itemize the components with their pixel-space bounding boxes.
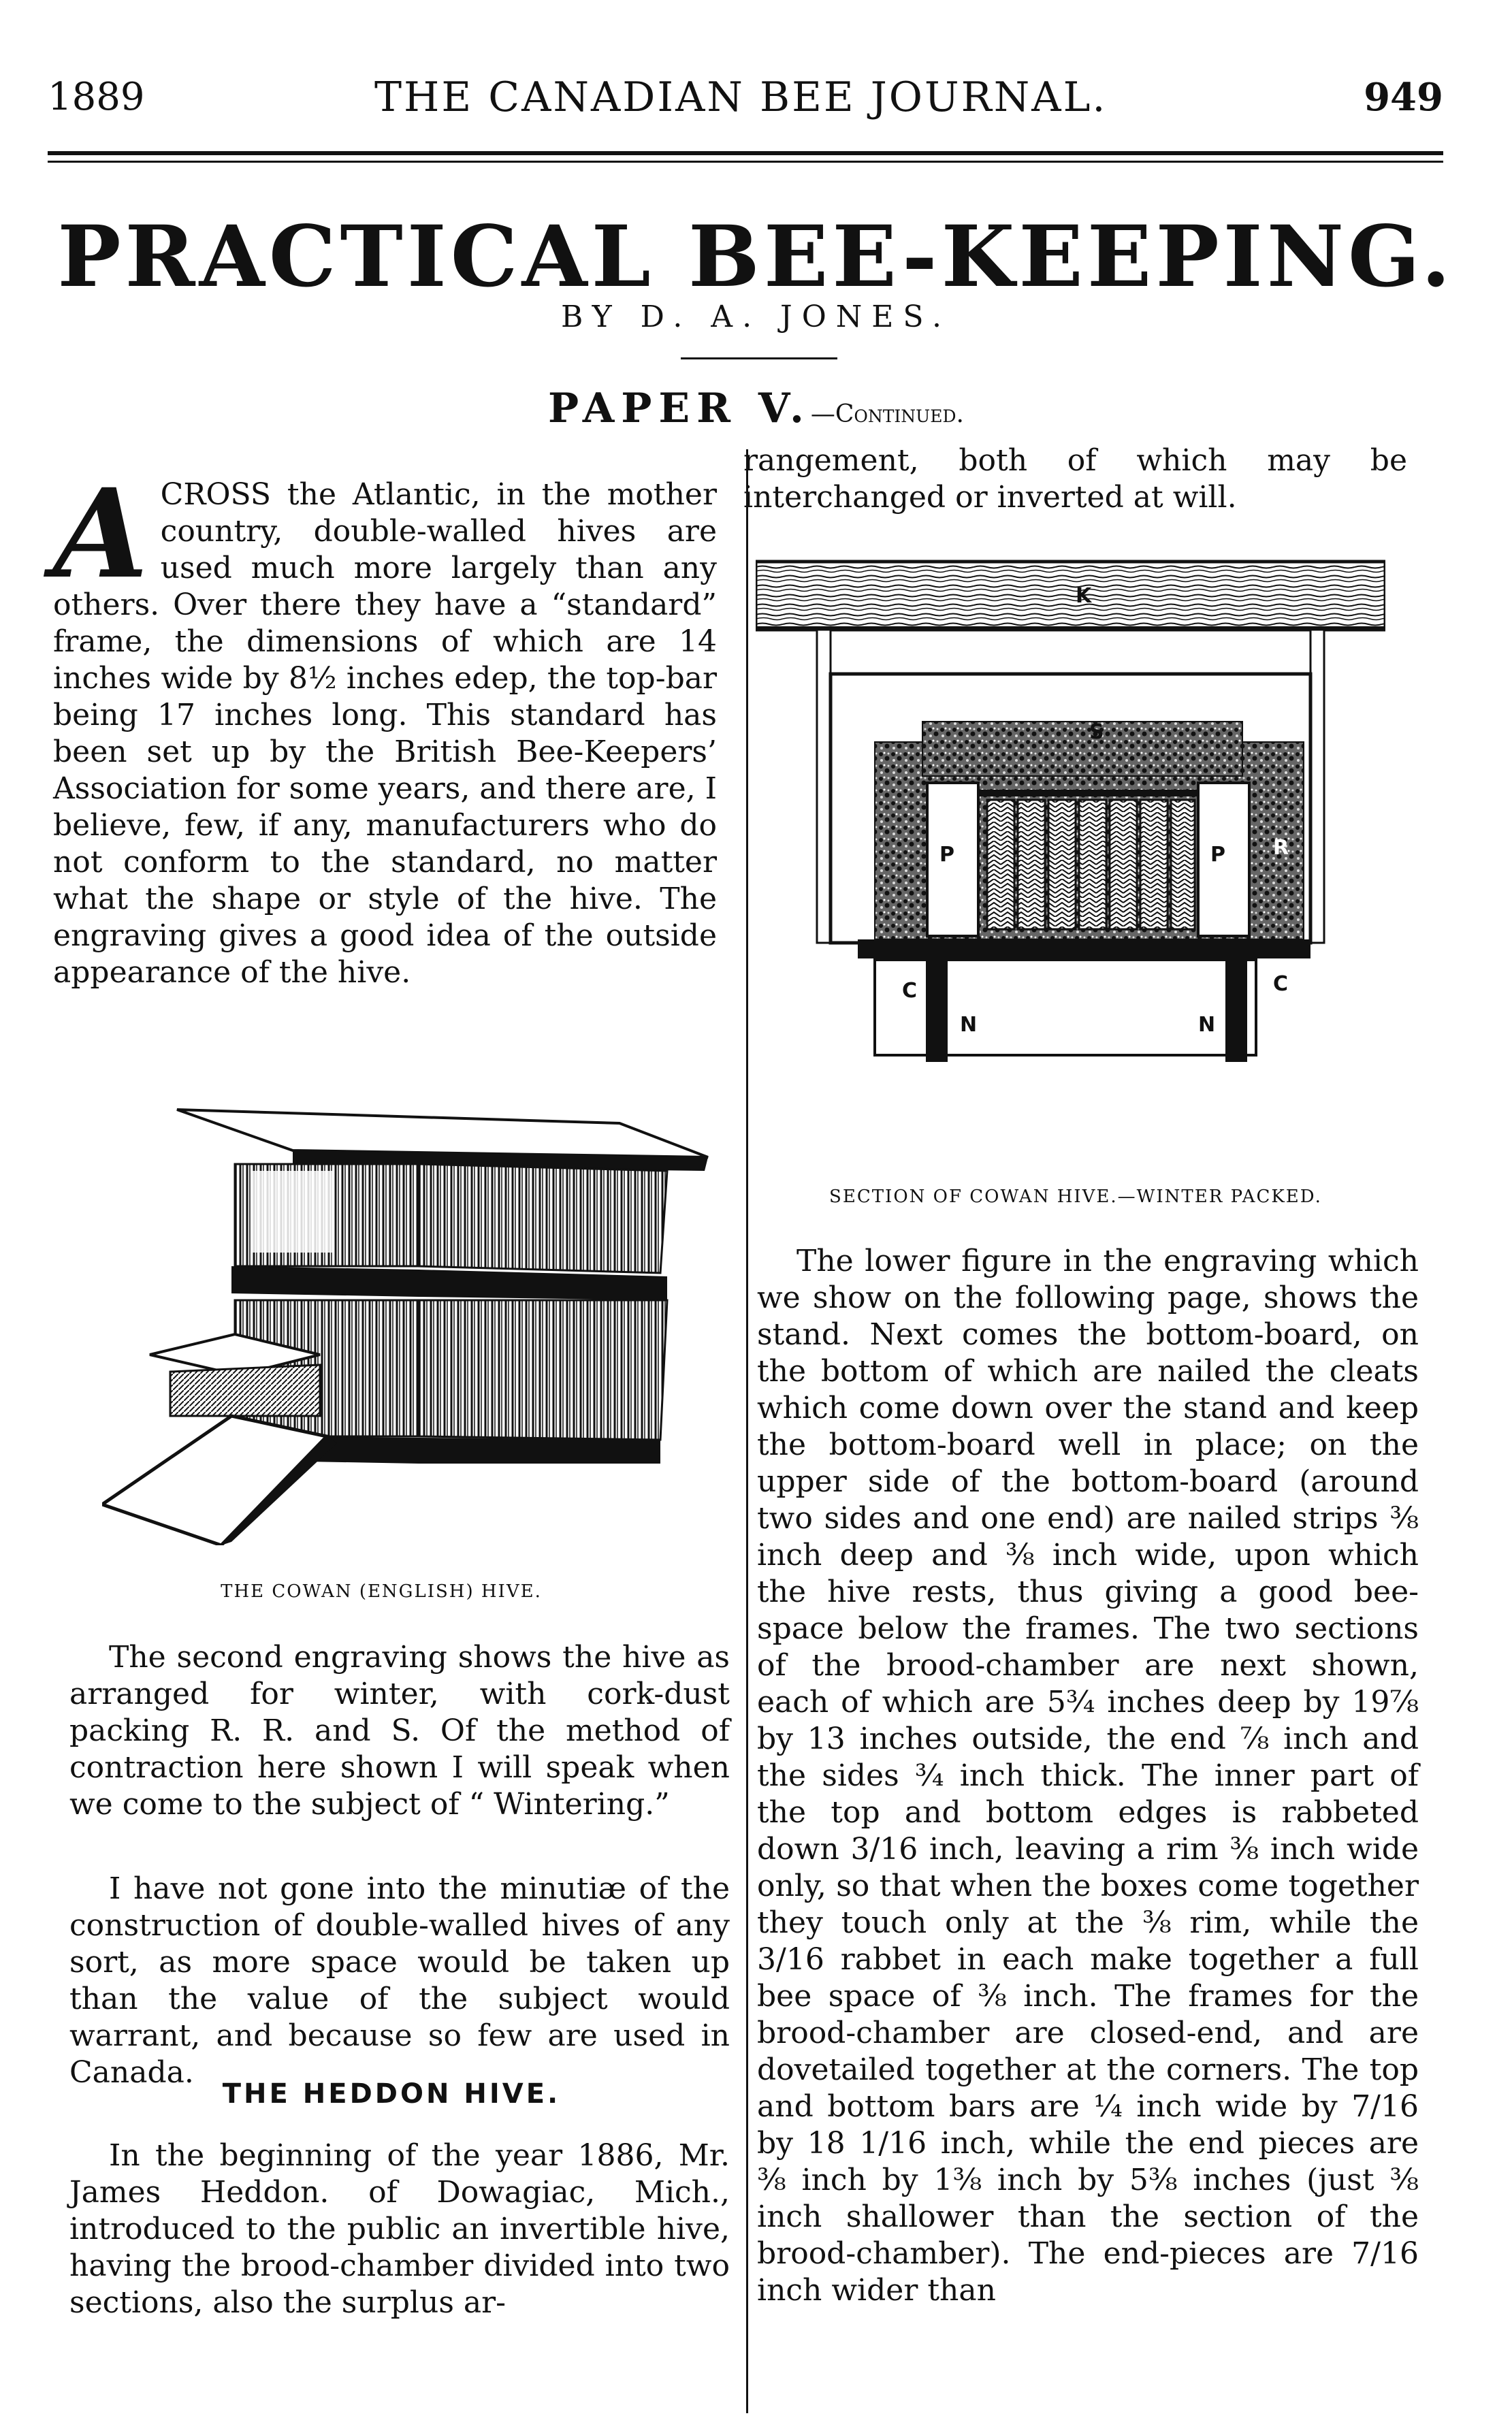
left-paragraph-1 <box>53 462 717 991</box>
label-c-left: C <box>902 979 918 1003</box>
left-paragraph-4 <box>69 2138 730 2321</box>
cowan-hive-illustration <box>102 1096 715 1545</box>
paper-number: PAPER V. <box>547 385 811 432</box>
label-c-right: C <box>1273 972 1289 996</box>
left-paragraph-2 <box>69 1639 730 1823</box>
byline-rule <box>681 357 837 359</box>
label-p-left: P <box>939 843 954 867</box>
right-p1-text: rangement, both of which may be interchanged or inverted at will. <box>743 443 1407 515</box>
left-paragraph-3 <box>69 1871 730 2091</box>
right-paragraph-1 <box>743 442 1407 516</box>
paper-heading <box>0 385 1512 432</box>
header-year: 1889 <box>48 75 145 119</box>
label-s: S <box>1089 720 1104 744</box>
header-rule-thin <box>48 161 1443 163</box>
article-byline: BY D. A. JONES. <box>561 300 951 334</box>
right-paragraph-2 <box>757 1243 1419 2309</box>
label-p-right: P <box>1210 843 1225 867</box>
paper-continued: —Continued. <box>810 400 964 428</box>
label-n-right: N <box>1198 1013 1216 1037</box>
figure-2-caption: SECTION OF COWAN HIVE.—WINTER PACKED. <box>829 1187 1322 1207</box>
figure-1-caption: THE COWAN (ENGLISH) HIVE. <box>221 1581 542 1602</box>
left-p4-text: In the beginning of the year 1886, Mr. James Heddon. of Dowagiac, Mich., introduced to the public an invertible hive, having the brood-chamber divided into two sections, also the surplus ar- <box>69 2138 730 2320</box>
left-p1-text: CROSS the Atlantic, in the mother country, double-walled hives are used much more largely than any others. Over there they have a “standard” frame, the dimensions of which are 14 inches wide by 8½ inches edep, the top-bar being 17 inches long. This standard has been set up by the British Bee-Keepers’ Association for some years, and there are, I believe, few, if any, manufacturers who do not conform to the standard, no matter what the shape or style of the hive. The engraving gives a good idea of the outside appearance of the hive. <box>53 477 717 990</box>
left-p2-text: The second engraving shows the hive as arranged for winter, with cork-dust packing R. R. and S. Of the method of contraction here shown I will speak when we come to the subject of “ Wintering.” <box>69 1640 730 1822</box>
heddon-hive-subheading: THE HEDDON HIVE. <box>222 2078 561 2110</box>
column-divider <box>746 449 748 2413</box>
drop-cap: A <box>53 462 148 606</box>
header-page-number: 949 <box>1364 75 1443 120</box>
label-r: R <box>1273 836 1289 860</box>
header-rule-thick <box>48 151 1443 155</box>
article-title: PRACTICAL BEE-KEEPING. <box>57 208 1455 306</box>
header-journal-title: THE CANADIAN BEE JOURNAL. <box>374 74 1108 121</box>
left-p3-text: I have not gone into the minutiæ of the construction of double-walled hives of any sort, as more space would be taken up than the value of the subject would warrant, and because so few are used in Canada. <box>69 1871 730 2090</box>
label-k: K <box>1076 584 1092 608</box>
right-p2-text: The lower figure in the engraving which we show on the following page, shows the stand. Next comes the bottom-board, on the bottom of which are nailed the cleats which come down over the stand and keep the bottom-board well in place; on the upper side of the bottom-board (around two sides and one end) are nailed strips ⅜ inch deep and ⅜ inch wide, upon which the hive rests, thus giving a good bee-space below the frames. The two sections of the brood-chamber are next shown, each of which are 5¾ inches deep by 19⅞ by 13 inches outside, the end ⅞ inch and the sides ¾ inch thick. The inner part of the top and bottom edges is rabbeted down 3/16 inch, leaving a rim ⅜ inch wide only, so that when the boxes come together they touch only at the ⅜ rim, while the 3/16 rabbet in each make together a full bee space of ⅜ inch. The frames for the brood-chamber are closed-end, and are dovetailed together at the corners. The top and bottom bars are ¼ inch wide by 7/16 by 18 1/16 inch, while the end pieces are ⅜ inch by 1⅜ inch by 5⅜ inches (just ⅜ inch shallower than the section of the brood-chamber). The end-pieces are 7/16 inch wider than <box>757 1244 1419 2308</box>
label-n-left: N <box>960 1013 978 1037</box>
cowan-hive-section-illustration <box>756 555 1385 1167</box>
running-header <box>48 68 1443 129</box>
